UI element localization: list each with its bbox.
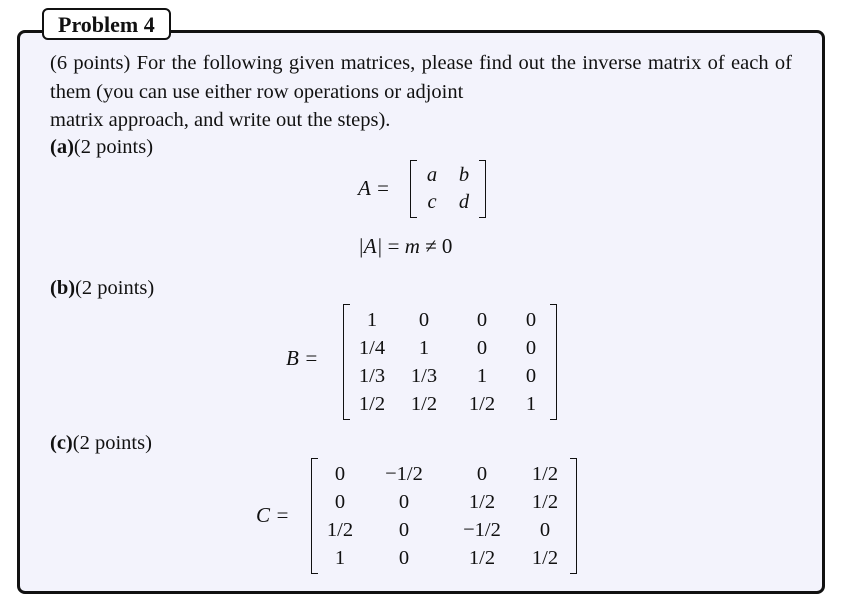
matrix-b-cell: 1/4 [358, 336, 386, 359]
statement-line-3: matrix approach, and write out the steps). [50, 109, 391, 131]
det-a-lhs: |A| [358, 234, 383, 258]
matrix-c-cell: 0 [398, 518, 410, 541]
part-b-label: (b) [50, 277, 76, 299]
matrix-c-cell: 0 [334, 462, 346, 485]
matrix-b-cell: 0 [525, 308, 537, 331]
matrix-b-cell: 1 [525, 392, 537, 415]
matrix-c-cell: −1/2 [385, 462, 423, 485]
matrix-b-cell: 1 [418, 336, 430, 359]
matrix-b [349, 306, 551, 418]
matrix-c-cell: 0 [539, 518, 551, 541]
matrix-b-cell: 1 [366, 308, 378, 331]
matrix-b-cell: 0 [476, 336, 488, 359]
matrix-c-cell: 1/2 [468, 490, 496, 513]
matrix-b-cell: 1/2 [410, 392, 438, 415]
matrix-a-name: A = [358, 176, 390, 200]
part-a-label: (a) [50, 136, 74, 158]
matrix-b-cell: 0 [525, 364, 537, 387]
matrix-b-cell: 1/3 [358, 364, 386, 387]
matrix-b-cell: 0 [418, 308, 430, 331]
statement-line-2: matrix of each of them (you can use either row operations or adjoint [50, 52, 792, 103]
matrix-b-cell: 1/2 [358, 392, 386, 415]
matrix-c-cell: 1/2 [468, 546, 496, 569]
matrix-c-cell: 1/2 [531, 546, 559, 569]
matrix-c-cell: 0 [334, 490, 346, 513]
determinant-a [358, 234, 452, 259]
part-a-heading [50, 136, 153, 159]
matrix-a-cell: d [458, 191, 470, 213]
matrix-c-cell: −1/2 [463, 518, 501, 541]
matrix-c-cell: 1/2 [531, 490, 559, 513]
matrix-c-cell: 1 [334, 546, 346, 569]
matrix-b-cell: 1/2 [468, 392, 496, 415]
matrix-c [317, 460, 571, 572]
part-b-heading [50, 277, 154, 300]
matrix-c-cell: 0 [398, 490, 410, 513]
part-c-heading [50, 432, 152, 455]
matrix-c-cell: 1/2 [326, 518, 354, 541]
matrix-a-cell: a [426, 164, 438, 186]
matrix-c-cell: 1/2 [531, 462, 559, 485]
matrix-a [416, 162, 480, 216]
matrix-c-name: C = [256, 503, 290, 527]
matrix-a-cell: b [458, 164, 470, 186]
matrix-a-cell: c [427, 191, 437, 213]
matrix-c-cell: 0 [398, 546, 410, 569]
matrix-c-cell: 0 [476, 462, 488, 485]
matrix-b-cell: 1 [476, 364, 488, 387]
part-c-label: (c) [50, 432, 73, 454]
part-b-points: (2 points) [75, 277, 155, 299]
matrix-b-cell: 1/3 [410, 364, 438, 387]
det-a-rest: ≠ 0 [419, 234, 453, 258]
matrix-b-cell: 0 [476, 308, 488, 331]
problem-title: Problem 4 [42, 8, 171, 40]
matrix-b-cell: 0 [525, 336, 537, 359]
part-c-points: (2 points) [72, 432, 152, 454]
statement-line-1: (6 points) For the following given matrices, please find out the inverse [50, 52, 642, 74]
part-a-points: (2 points) [73, 136, 154, 158]
problem-statement [50, 49, 792, 135]
det-a-equals: = [387, 234, 405, 258]
matrix-b-name: B = [286, 346, 319, 370]
det-a-m: m [404, 234, 420, 258]
